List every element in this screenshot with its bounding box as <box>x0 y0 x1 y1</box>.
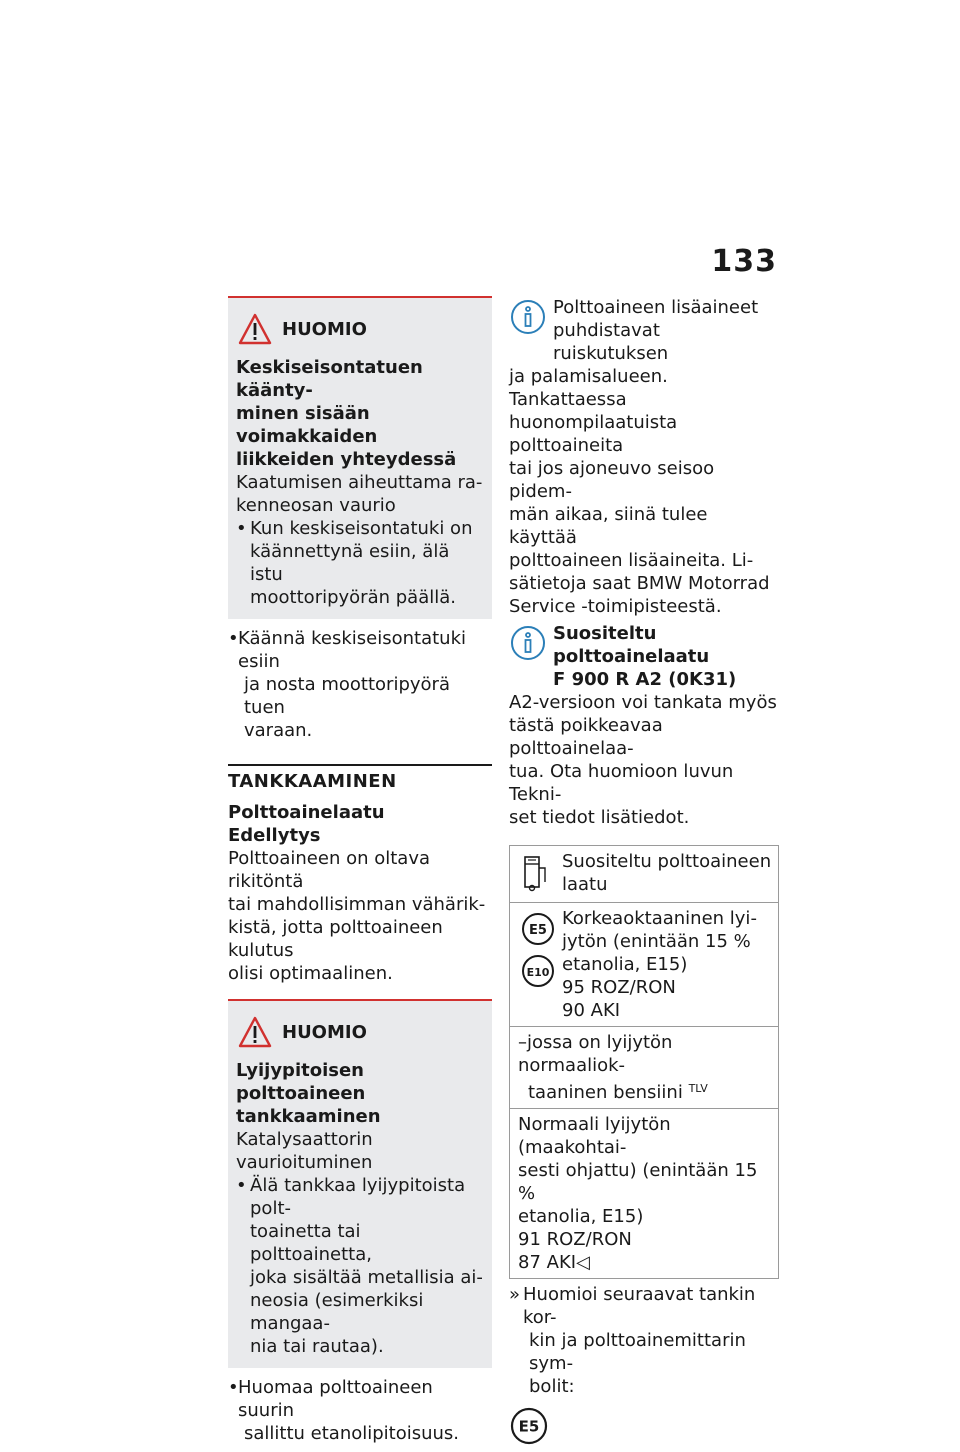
body-line: olisi optimaalinen. <box>228 963 393 984</box>
table-cell-line-wrapper <box>518 1077 772 1104</box>
action-step <box>228 627 492 742</box>
right-column <box>509 296 779 1452</box>
warning-instruction <box>236 517 486 609</box>
warning-box-center-stand <box>228 296 492 619</box>
info-line: tästä poikkeavaa polttoainelaa- <box>509 715 663 759</box>
info-line: ja palamisalueen. Tankattaessa <box>509 366 668 410</box>
action-line: ja nosta moottoripyörä tuen <box>244 674 450 718</box>
warning-triangle-icon <box>238 313 272 345</box>
table-cell-line: Korkeaoktaaninen lyi- <box>562 908 757 929</box>
e10-label: E10 <box>526 966 550 979</box>
bullet-marker: • <box>236 518 247 539</box>
table-cell-line: jytön (enintään 15 % <box>562 931 751 952</box>
table-cell-line: 87 AKI◁ <box>518 1252 590 1273</box>
instruction-step <box>509 1283 779 1398</box>
info-line: tua. Ota huomioon luvun Tekni- <box>509 761 734 805</box>
fuel-quality-table <box>509 845 779 1279</box>
warning-box-leaded-fuel <box>228 999 492 1368</box>
table-row <box>510 1108 778 1278</box>
warning-title: HUOMIO <box>282 1021 367 1043</box>
info-note-a2 <box>509 622 779 829</box>
instruction-line: Älä tankkaa lyijypitoista polt- <box>250 1175 466 1219</box>
instruction-line: neosia (esimerkiksi mangaa- <box>250 1290 424 1334</box>
instruction-line: bolit: <box>529 1376 575 1397</box>
section-title: TANKKAAMINEN <box>228 764 492 793</box>
warning-heading-line: minen sisään voimakkaiden <box>236 403 378 447</box>
table-cell-line: Normaali lyijytön (maakohtai- <box>518 1114 671 1158</box>
action-bullet: • <box>228 628 239 649</box>
e10-fuel-icon <box>520 953 556 989</box>
info-line: huonompilaatuista polttoaineita <box>509 412 678 456</box>
action-line: sallittu etanolipitoisuus. <box>244 1423 460 1444</box>
table-cell-line: etanolia, E15) <box>518 1206 644 1227</box>
table-cell-line: 95 ROZ/RON <box>562 977 676 998</box>
instruction-line: nia tai rautaa). <box>250 1336 384 1357</box>
info-line: puhdistavat ruiskutuksen <box>553 320 669 364</box>
info-line: tai jos ajoneuvo seisoo pidem- <box>509 458 715 502</box>
info-line: Service -toimipisteestä. <box>509 596 722 617</box>
instruction-marker: » <box>509 1284 521 1305</box>
instruction-line: käännettynä esiin, älä istu <box>250 541 450 585</box>
warning-heading-line: liikkeiden yhteydessä <box>236 449 457 470</box>
instruction-line: moottoripyörän päällä. <box>250 587 456 608</box>
info-line: män aikaa, siinä tulee käyttää <box>509 504 708 548</box>
table-cell-line: taaninen bensiini <box>528 1082 683 1103</box>
table-cell-line: etanolia, E15) <box>562 954 688 975</box>
info-line: sätietoja saat BMW Motorrad <box>509 573 770 594</box>
table-row <box>510 1026 778 1108</box>
info-line: polttoaineen lisäaineita. Li- <box>509 550 754 571</box>
fuel-pump-icon <box>520 854 550 892</box>
table-header-line: laatu <box>562 874 608 895</box>
left-column <box>228 296 492 1445</box>
info-note-additives <box>509 296 779 618</box>
body-line: tai mahdollisimman vähärik- <box>228 894 486 915</box>
info-icon <box>509 624 547 662</box>
warning-header <box>238 312 486 346</box>
instruction-line: kin ja polttoainemittarin sym- <box>529 1330 746 1374</box>
warning-heading-line: Keskiseisontatuen käänty- <box>236 357 423 401</box>
table-cell-line: 90 AKI <box>562 1000 621 1021</box>
page-number: 133 <box>711 244 777 279</box>
warning-instruction <box>236 1174 486 1358</box>
subheading: Edellytys <box>228 825 321 846</box>
instruction-line: toainetta tai polttoainetta, <box>250 1221 372 1265</box>
instruction-line: Kun keskiseisontatuki on <box>250 518 473 539</box>
warning-header <box>238 1015 486 1049</box>
e5-fuel-icon <box>520 911 556 947</box>
e5-symbol-label: E5 <box>518 1417 540 1436</box>
body-line: Polttoaineen on oltava rikitöntä <box>228 848 430 892</box>
instruction-line: Huomioi seuraavat tankin kor- <box>523 1284 756 1328</box>
info-line: set tiedot lisätiedot. <box>509 807 690 828</box>
bullet-marker: • <box>236 1175 247 1196</box>
table-cell-line: 91 ROZ/RON <box>518 1229 632 1250</box>
action-line: Huomaa polttoaineen suurin <box>238 1377 433 1421</box>
action-bullet: • <box>228 1377 239 1398</box>
action-line: Käännä keskiseisontatuki esiin <box>238 628 467 672</box>
warning-title: HUOMIO <box>282 318 367 340</box>
warning-consequence-line: kenneosan vaurio <box>236 495 396 516</box>
body-line: kistä, jotta polttoaineen kulutus <box>228 917 443 961</box>
table-header-line: Suositeltu polttoaineen <box>562 851 772 872</box>
tlv-superscript: TLV <box>688 1082 708 1095</box>
warning-consequence-line: Katalysaattorin vaurioituminen <box>236 1129 373 1173</box>
info-line: A2-versioon voi tankata myös <box>509 692 777 713</box>
info-line: Polttoaineen lisäaineet <box>553 297 759 318</box>
warning-heading-line: tankkaaminen <box>236 1106 381 1127</box>
warning-consequence-line: Kaatumisen aiheuttama ra- <box>236 472 483 493</box>
info-icon <box>509 298 547 336</box>
table-cell-line: sesti ohjattu) (enintään 15 % <box>518 1160 758 1204</box>
subheading: Polttoainelaatu <box>228 802 385 823</box>
table-row <box>510 902 778 1026</box>
e5-label: E5 <box>529 923 547 938</box>
warning-triangle-icon <box>238 1016 272 1048</box>
info-heading-line: F 900 R A2 (0K31) <box>553 669 737 690</box>
action-step <box>228 1376 492 1445</box>
table-cell-line: –jossa on lyijytön normaaliok- <box>518 1032 673 1076</box>
warning-heading-line: Lyijypitoisen polttoaineen <box>236 1060 366 1104</box>
instruction-line: joka sisältää metallisia ai- <box>250 1267 483 1288</box>
table-header-row <box>510 846 778 902</box>
action-line: varaan. <box>244 720 313 741</box>
e5-symbol-icon <box>509 1406 549 1446</box>
info-heading-line: Suositeltu polttoainelaatu <box>553 623 710 667</box>
